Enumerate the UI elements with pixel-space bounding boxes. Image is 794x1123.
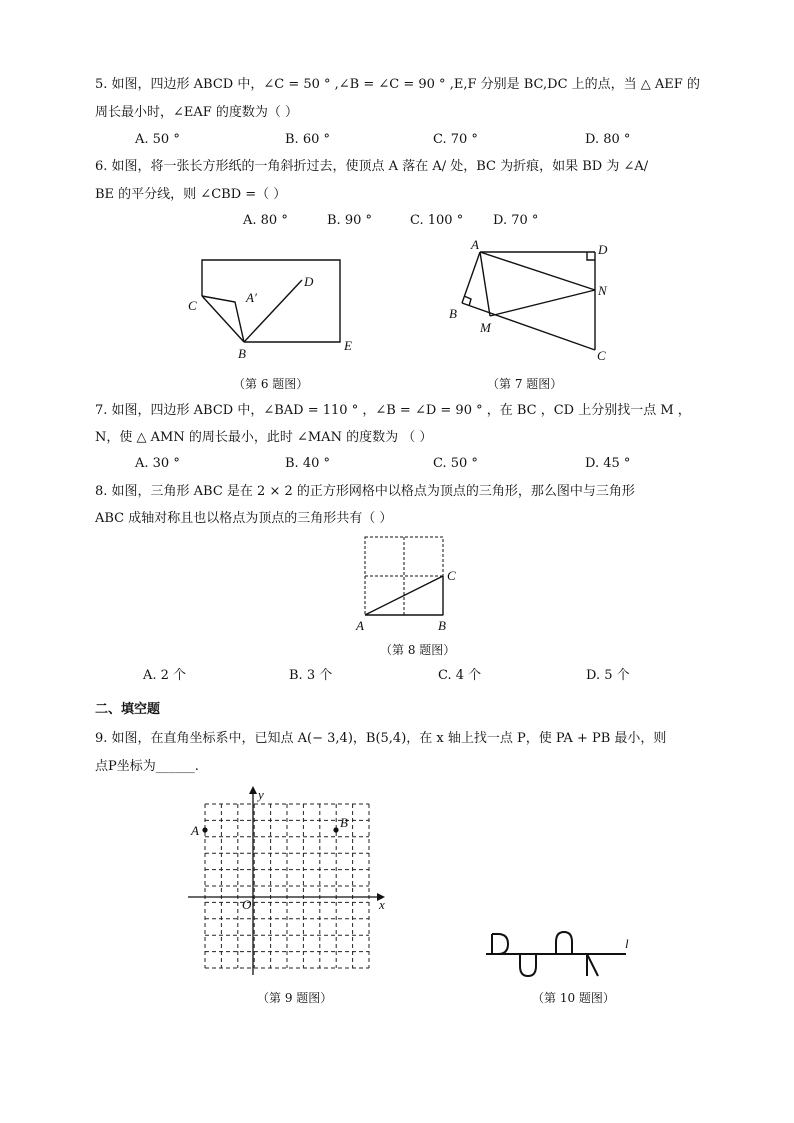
- fig10-label-l: l: [625, 936, 629, 951]
- q8-option-b: B. 3 个: [289, 668, 333, 683]
- q8-option-a: A. 2 个: [143, 668, 187, 683]
- figure-10: [480, 928, 640, 983]
- fig6-label-c: C: [188, 298, 197, 313]
- q5-option-c: C. 70 °: [433, 132, 478, 147]
- fig9-label-y: y: [258, 787, 264, 802]
- fig9-label-a: A: [191, 823, 199, 838]
- q5-line2: 周长最小时，∠EAF 的度数为（ ）: [95, 105, 299, 120]
- section-fill-in-title: 二、填空题: [95, 702, 161, 717]
- fig6-label-e: E: [344, 338, 352, 353]
- fig8-label-a: A: [356, 618, 364, 633]
- fig8-label-c: C: [447, 568, 456, 583]
- q7-option-b: B. 40 °: [285, 456, 330, 471]
- q7-line1: 7. 如图，四边形 ABCD 中，∠BAD = 110 ° ，∠B = ∠D = 90 ° ，在 BC ，CD 上分别找一点 M ，: [95, 403, 691, 418]
- q6-option-c: C. 100 °: [410, 213, 464, 228]
- q5-line1: 5. 如图，四边形 ABCD 中，∠C = 50 ° ,∠B = ∠C = 90 ° ,E,F 分别是 BC,DC 上的点，当 △ AEF 的: [95, 77, 700, 92]
- q6-line1: 6. 如图，将一张长方形纸的一角斜折过去，使顶点 A 落在 A/ 处，BC 为折痕，如果 BD 为 ∠A/: [95, 159, 649, 174]
- fig9-label-x: x: [379, 897, 385, 912]
- q7-line2: N，使 △ AMN 的周长最小，此时 ∠MAN 的度数为 （ ）: [95, 430, 433, 445]
- fig9-caption: （第 9 题图）: [257, 991, 333, 1005]
- q8-line2: ABC 成轴对称且也以格点为顶点的三角形共有（ ）: [95, 511, 393, 526]
- q8-line1: 8. 如图，三角形 ABC 是在 2 × 2 的正方形网格中以格点为顶点的三角形，那么图中与三角形: [95, 484, 635, 499]
- figure-9: [185, 785, 390, 980]
- fig9-label-b: B: [340, 815, 348, 830]
- q6-option-a: A. 80 °: [243, 213, 288, 228]
- fig7-label-d: D: [598, 242, 608, 257]
- fig10-caption: （第 10 题图）: [532, 991, 615, 1005]
- fig7-label-m: M: [480, 320, 491, 335]
- figure-6: [180, 250, 370, 365]
- fig7-label-a: A: [471, 237, 479, 252]
- q6-line2: BE 的平分线，则 ∠CBD =（ ）: [95, 187, 287, 202]
- fig6-label-d: D: [304, 274, 314, 289]
- q7-option-c: C. 50 °: [433, 456, 478, 471]
- fig7-caption: （第 7 题图）: [487, 377, 563, 391]
- q5-option-d: D. 80 °: [585, 132, 631, 147]
- fig6-caption: （第 6 题图）: [233, 377, 309, 391]
- fig7-label-b: B: [449, 306, 457, 321]
- fig8-caption: （第 8 题图）: [380, 643, 456, 657]
- q8-option-c: C. 4 个: [438, 668, 482, 683]
- q7-option-d: D. 45 °: [585, 456, 631, 471]
- fig7-label-n: N: [598, 283, 607, 298]
- figure-7: [440, 238, 620, 368]
- fig6-label-a-prime: A′: [246, 290, 257, 305]
- q8-option-d: D. 5 个: [586, 668, 630, 683]
- q9-line2: 点P坐标为______.: [95, 759, 199, 774]
- q6-option-b: B. 90 °: [327, 213, 372, 228]
- fig9-label-o: O: [242, 897, 252, 912]
- q5-option-b: B. 60 °: [285, 132, 330, 147]
- q6-option-d: D. 70 °: [493, 213, 539, 228]
- fig7-label-c: C: [597, 348, 606, 363]
- q5-option-a: A. 50 °: [135, 132, 180, 147]
- figure-8: [355, 532, 465, 634]
- fig8-label-b: B: [438, 618, 446, 633]
- q9-line1: 9. 如图，在直角坐标系中，已知点 A(− 3,4)，B(5,4)，在 x 轴上找一点 P，使 PA + PB 最小，则: [95, 731, 667, 746]
- fig6-label-b: B: [238, 346, 246, 361]
- q7-option-a: A. 30 °: [135, 456, 180, 471]
